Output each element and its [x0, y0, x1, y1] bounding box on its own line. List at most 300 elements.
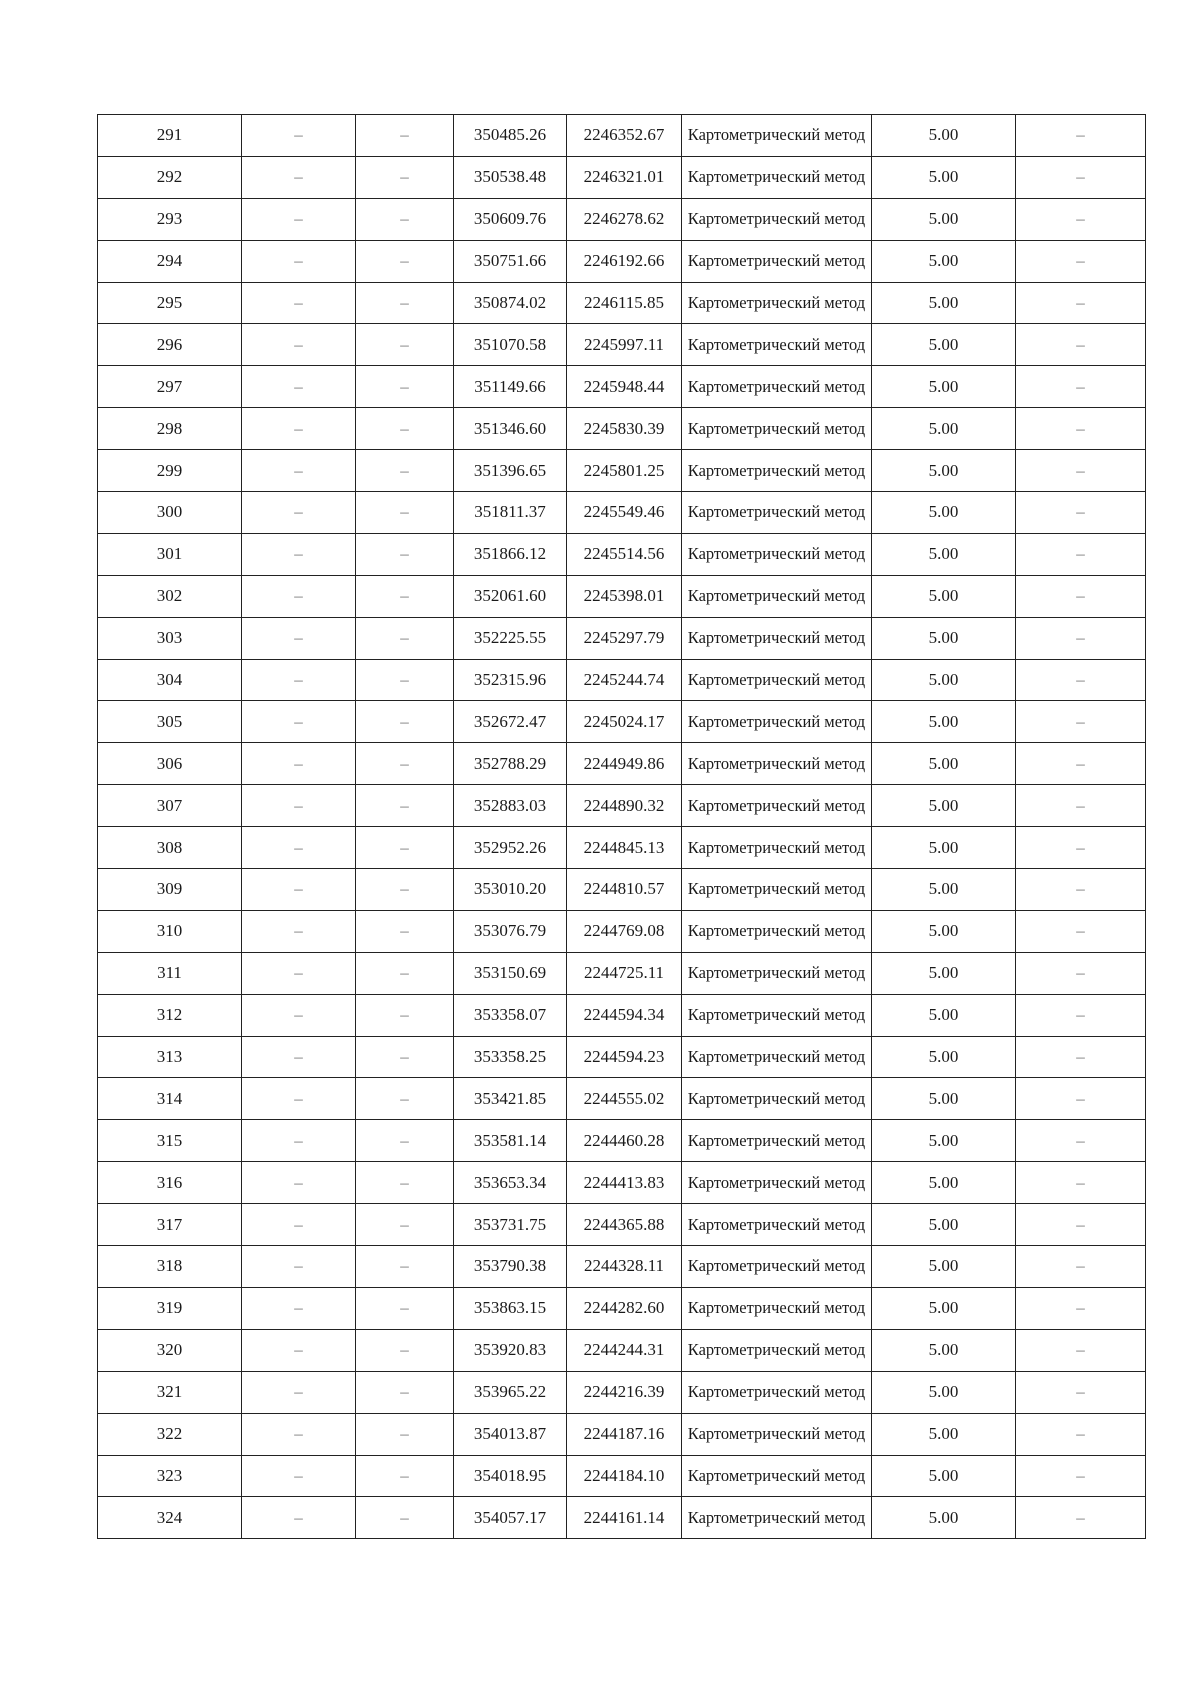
- empty-value-cell: –: [1016, 575, 1146, 617]
- accuracy-cell: 5.00: [872, 366, 1016, 408]
- point-number-cell: 320: [98, 1329, 242, 1371]
- y-coordinate-cell: 2244328.11: [567, 1246, 682, 1288]
- x-coordinate-cell: 352672.47: [454, 701, 567, 743]
- table-row: [98, 450, 1146, 492]
- y-coordinate-cell: 2245398.01: [567, 575, 682, 617]
- method-cell: Картометрический метод: [682, 366, 872, 408]
- x-coordinate-cell: 353731.75: [454, 1204, 567, 1246]
- table-row: [98, 1497, 1146, 1539]
- table-row: [98, 115, 1146, 157]
- empty-value-cell: –: [1016, 492, 1146, 534]
- method-cell: Картометрический метод: [682, 1287, 872, 1329]
- table-row: [98, 827, 1146, 869]
- empty-value-cell: –: [242, 324, 356, 366]
- empty-value-cell: –: [242, 1329, 356, 1371]
- x-coordinate-cell: 353920.83: [454, 1329, 567, 1371]
- method-cell: Картометрический метод: [682, 1204, 872, 1246]
- empty-value-cell: –: [1016, 827, 1146, 869]
- y-coordinate-cell: 2244413.83: [567, 1162, 682, 1204]
- point-number-cell: 295: [98, 282, 242, 324]
- y-coordinate-cell: 2245997.11: [567, 324, 682, 366]
- accuracy-cell: 5.00: [872, 198, 1016, 240]
- empty-value-cell: –: [356, 701, 454, 743]
- y-coordinate-cell: 2245801.25: [567, 450, 682, 492]
- method-cell: Картометрический метод: [682, 1497, 872, 1539]
- empty-value-cell: –: [242, 1371, 356, 1413]
- table-row: [98, 240, 1146, 282]
- empty-value-cell: –: [1016, 198, 1146, 240]
- accuracy-cell: 5.00: [872, 1287, 1016, 1329]
- empty-value-cell: –: [1016, 1162, 1146, 1204]
- empty-value-cell: –: [356, 115, 454, 157]
- accuracy-cell: 5.00: [872, 408, 1016, 450]
- accuracy-cell: 5.00: [872, 743, 1016, 785]
- y-coordinate-cell: 2244365.88: [567, 1204, 682, 1246]
- table-row: [98, 1162, 1146, 1204]
- accuracy-cell: 5.00: [872, 1120, 1016, 1162]
- empty-value-cell: –: [242, 869, 356, 911]
- table-row: [98, 1413, 1146, 1455]
- empty-value-cell: –: [356, 617, 454, 659]
- empty-value-cell: –: [356, 869, 454, 911]
- point-number-cell: 294: [98, 240, 242, 282]
- table-row: [98, 1120, 1146, 1162]
- empty-value-cell: –: [242, 1497, 356, 1539]
- y-coordinate-cell: 2244769.08: [567, 910, 682, 952]
- empty-value-cell: –: [356, 827, 454, 869]
- empty-value-cell: –: [242, 1455, 356, 1497]
- x-coordinate-cell: 350609.76: [454, 198, 567, 240]
- method-cell: Картометрический метод: [682, 240, 872, 282]
- table-row: [98, 1329, 1146, 1371]
- point-number-cell: 318: [98, 1246, 242, 1288]
- empty-value-cell: –: [242, 1078, 356, 1120]
- empty-value-cell: –: [1016, 1078, 1146, 1120]
- method-cell: Картометрический метод: [682, 659, 872, 701]
- empty-value-cell: –: [242, 1413, 356, 1455]
- y-coordinate-cell: 2244949.86: [567, 743, 682, 785]
- point-number-cell: 292: [98, 156, 242, 198]
- point-number-cell: 317: [98, 1204, 242, 1246]
- empty-value-cell: –: [356, 785, 454, 827]
- accuracy-cell: 5.00: [872, 701, 1016, 743]
- empty-value-cell: –: [242, 1246, 356, 1288]
- empty-value-cell: –: [1016, 659, 1146, 701]
- point-number-cell: 324: [98, 1497, 242, 1539]
- method-cell: Картометрический метод: [682, 1162, 872, 1204]
- accuracy-cell: 5.00: [872, 1246, 1016, 1288]
- empty-value-cell: –: [356, 408, 454, 450]
- point-number-cell: 297: [98, 366, 242, 408]
- empty-value-cell: –: [1016, 1455, 1146, 1497]
- method-cell: Картометрический метод: [682, 198, 872, 240]
- method-cell: Картометрический метод: [682, 492, 872, 534]
- empty-value-cell: –: [356, 1329, 454, 1371]
- empty-value-cell: –: [1016, 115, 1146, 157]
- point-number-cell: 291: [98, 115, 242, 157]
- empty-value-cell: –: [242, 492, 356, 534]
- accuracy-cell: 5.00: [872, 450, 1016, 492]
- x-coordinate-cell: 353010.20: [454, 869, 567, 911]
- method-cell: Картометрический метод: [682, 156, 872, 198]
- x-coordinate-cell: 350874.02: [454, 282, 567, 324]
- x-coordinate-cell: 351396.65: [454, 450, 567, 492]
- point-number-cell: 313: [98, 1036, 242, 1078]
- point-number-cell: 307: [98, 785, 242, 827]
- y-coordinate-cell: 2244184.10: [567, 1455, 682, 1497]
- empty-value-cell: –: [242, 1036, 356, 1078]
- method-cell: Картометрический метод: [682, 282, 872, 324]
- x-coordinate-cell: 353965.22: [454, 1371, 567, 1413]
- accuracy-cell: 5.00: [872, 1162, 1016, 1204]
- x-coordinate-cell: 352225.55: [454, 617, 567, 659]
- method-cell: Картометрический метод: [682, 408, 872, 450]
- empty-value-cell: –: [242, 1287, 356, 1329]
- empty-value-cell: –: [242, 1204, 356, 1246]
- point-number-cell: 304: [98, 659, 242, 701]
- table-row: [98, 156, 1146, 198]
- empty-value-cell: –: [356, 910, 454, 952]
- empty-value-cell: –: [1016, 282, 1146, 324]
- empty-value-cell: –: [242, 450, 356, 492]
- empty-value-cell: –: [242, 240, 356, 282]
- empty-value-cell: –: [356, 1413, 454, 1455]
- empty-value-cell: –: [242, 366, 356, 408]
- table-row: [98, 1036, 1146, 1078]
- empty-value-cell: –: [242, 408, 356, 450]
- x-coordinate-cell: 351811.37: [454, 492, 567, 534]
- empty-value-cell: –: [356, 575, 454, 617]
- empty-value-cell: –: [356, 1246, 454, 1288]
- x-coordinate-cell: 353150.69: [454, 952, 567, 994]
- point-number-cell: 319: [98, 1287, 242, 1329]
- table-row: [98, 533, 1146, 575]
- empty-value-cell: –: [242, 701, 356, 743]
- accuracy-cell: 5.00: [872, 575, 1016, 617]
- point-number-cell: 311: [98, 952, 242, 994]
- empty-value-cell: –: [1016, 408, 1146, 450]
- point-number-cell: 303: [98, 617, 242, 659]
- y-coordinate-cell: 2245514.56: [567, 533, 682, 575]
- empty-value-cell: –: [356, 533, 454, 575]
- empty-value-cell: –: [242, 743, 356, 785]
- point-number-cell: 316: [98, 1162, 242, 1204]
- accuracy-cell: 5.00: [872, 1329, 1016, 1371]
- x-coordinate-cell: 353581.14: [454, 1120, 567, 1162]
- accuracy-cell: 5.00: [872, 115, 1016, 157]
- point-number-cell: 321: [98, 1371, 242, 1413]
- table-row: [98, 1204, 1146, 1246]
- point-number-cell: 309: [98, 869, 242, 911]
- table-row: [98, 910, 1146, 952]
- method-cell: Картометрический метод: [682, 701, 872, 743]
- table-row: [98, 1287, 1146, 1329]
- method-cell: Картометрический метод: [682, 1036, 872, 1078]
- point-number-cell: 298: [98, 408, 242, 450]
- empty-value-cell: –: [1016, 617, 1146, 659]
- table-row: [98, 617, 1146, 659]
- empty-value-cell: –: [1016, 1413, 1146, 1455]
- empty-value-cell: –: [242, 1120, 356, 1162]
- accuracy-cell: 5.00: [872, 492, 1016, 534]
- empty-value-cell: –: [1016, 1329, 1146, 1371]
- table-row: [98, 198, 1146, 240]
- empty-value-cell: –: [356, 1162, 454, 1204]
- accuracy-cell: 5.00: [872, 785, 1016, 827]
- table-row: [98, 952, 1146, 994]
- y-coordinate-cell: 2246321.01: [567, 156, 682, 198]
- x-coordinate-cell: 352952.26: [454, 827, 567, 869]
- x-coordinate-cell: 350485.26: [454, 115, 567, 157]
- method-cell: Картометрический метод: [682, 869, 872, 911]
- y-coordinate-cell: 2244594.23: [567, 1036, 682, 1078]
- y-coordinate-cell: 2246115.85: [567, 282, 682, 324]
- table-row: [98, 324, 1146, 366]
- y-coordinate-cell: 2244187.16: [567, 1413, 682, 1455]
- point-number-cell: 306: [98, 743, 242, 785]
- empty-value-cell: –: [242, 617, 356, 659]
- empty-value-cell: –: [242, 952, 356, 994]
- point-number-cell: 301: [98, 533, 242, 575]
- method-cell: Картометрический метод: [682, 1455, 872, 1497]
- x-coordinate-cell: 350538.48: [454, 156, 567, 198]
- empty-value-cell: –: [242, 198, 356, 240]
- empty-value-cell: –: [1016, 533, 1146, 575]
- point-number-cell: 314: [98, 1078, 242, 1120]
- y-coordinate-cell: 2244845.13: [567, 827, 682, 869]
- table-row: [98, 492, 1146, 534]
- x-coordinate-cell: 351149.66: [454, 366, 567, 408]
- empty-value-cell: –: [1016, 240, 1146, 282]
- empty-value-cell: –: [1016, 1036, 1146, 1078]
- empty-value-cell: –: [1016, 1120, 1146, 1162]
- method-cell: Картометрический метод: [682, 827, 872, 869]
- accuracy-cell: 5.00: [872, 1036, 1016, 1078]
- empty-value-cell: –: [1016, 910, 1146, 952]
- point-number-cell: 322: [98, 1413, 242, 1455]
- accuracy-cell: 5.00: [872, 1497, 1016, 1539]
- x-coordinate-cell: 352061.60: [454, 575, 567, 617]
- method-cell: Картометрический метод: [682, 1371, 872, 1413]
- point-number-cell: 305: [98, 701, 242, 743]
- method-cell: Картометрический метод: [682, 743, 872, 785]
- y-coordinate-cell: 2245024.17: [567, 701, 682, 743]
- accuracy-cell: 5.00: [872, 1204, 1016, 1246]
- y-coordinate-cell: 2246192.66: [567, 240, 682, 282]
- empty-value-cell: –: [242, 910, 356, 952]
- empty-value-cell: –: [1016, 869, 1146, 911]
- y-coordinate-cell: 2244594.34: [567, 994, 682, 1036]
- accuracy-cell: 5.00: [872, 282, 1016, 324]
- empty-value-cell: –: [1016, 743, 1146, 785]
- empty-value-cell: –: [356, 366, 454, 408]
- empty-value-cell: –: [1016, 785, 1146, 827]
- y-coordinate-cell: 2245830.39: [567, 408, 682, 450]
- empty-value-cell: –: [356, 156, 454, 198]
- x-coordinate-cell: 353358.07: [454, 994, 567, 1036]
- empty-value-cell: –: [356, 1204, 454, 1246]
- x-coordinate-cell: 353790.38: [454, 1246, 567, 1288]
- method-cell: Картометрический метод: [682, 1078, 872, 1120]
- x-coordinate-cell: 351070.58: [454, 324, 567, 366]
- method-cell: Картометрический метод: [682, 785, 872, 827]
- method-cell: Картометрический метод: [682, 994, 872, 1036]
- table-row: [98, 1371, 1146, 1413]
- accuracy-cell: 5.00: [872, 952, 1016, 994]
- accuracy-cell: 5.00: [872, 1413, 1016, 1455]
- x-coordinate-cell: 354013.87: [454, 1413, 567, 1455]
- y-coordinate-cell: 2245549.46: [567, 492, 682, 534]
- y-coordinate-cell: 2245948.44: [567, 366, 682, 408]
- accuracy-cell: 5.00: [872, 156, 1016, 198]
- empty-value-cell: –: [356, 1078, 454, 1120]
- x-coordinate-cell: 352883.03: [454, 785, 567, 827]
- x-coordinate-cell: 353653.34: [454, 1162, 567, 1204]
- accuracy-cell: 5.00: [872, 1455, 1016, 1497]
- point-number-cell: 308: [98, 827, 242, 869]
- x-coordinate-cell: 352315.96: [454, 659, 567, 701]
- x-coordinate-cell: 354057.17: [454, 1497, 567, 1539]
- method-cell: Картометрический метод: [682, 952, 872, 994]
- y-coordinate-cell: 2244244.31: [567, 1329, 682, 1371]
- empty-value-cell: –: [1016, 701, 1146, 743]
- point-number-cell: 302: [98, 575, 242, 617]
- x-coordinate-cell: 351346.60: [454, 408, 567, 450]
- empty-value-cell: –: [356, 1287, 454, 1329]
- accuracy-cell: 5.00: [872, 324, 1016, 366]
- method-cell: Картометрический метод: [682, 575, 872, 617]
- empty-value-cell: –: [1016, 324, 1146, 366]
- y-coordinate-cell: 2245244.74: [567, 659, 682, 701]
- empty-value-cell: –: [356, 492, 454, 534]
- table-row: [98, 366, 1146, 408]
- method-cell: Картометрический метод: [682, 1413, 872, 1455]
- table-row: [98, 575, 1146, 617]
- empty-value-cell: –: [242, 575, 356, 617]
- table-row: [98, 1078, 1146, 1120]
- coordinates-table-body: [98, 115, 1146, 1539]
- empty-value-cell: –: [242, 282, 356, 324]
- empty-value-cell: –: [356, 1036, 454, 1078]
- x-coordinate-cell: 351866.12: [454, 533, 567, 575]
- empty-value-cell: –: [1016, 156, 1146, 198]
- empty-value-cell: –: [356, 743, 454, 785]
- point-number-cell: 293: [98, 198, 242, 240]
- point-number-cell: 299: [98, 450, 242, 492]
- y-coordinate-cell: 2244725.11: [567, 952, 682, 994]
- table-row: [98, 743, 1146, 785]
- empty-value-cell: –: [1016, 994, 1146, 1036]
- x-coordinate-cell: 353076.79: [454, 910, 567, 952]
- empty-value-cell: –: [1016, 1371, 1146, 1413]
- empty-value-cell: –: [356, 1497, 454, 1539]
- accuracy-cell: 5.00: [872, 659, 1016, 701]
- point-number-cell: 296: [98, 324, 242, 366]
- table-row: [98, 1455, 1146, 1497]
- empty-value-cell: –: [242, 785, 356, 827]
- method-cell: Картометрический метод: [682, 1120, 872, 1162]
- empty-value-cell: –: [1016, 366, 1146, 408]
- empty-value-cell: –: [356, 952, 454, 994]
- empty-value-cell: –: [356, 198, 454, 240]
- empty-value-cell: –: [356, 994, 454, 1036]
- empty-value-cell: –: [1016, 1246, 1146, 1288]
- point-number-cell: 310: [98, 910, 242, 952]
- method-cell: Картометрический метод: [682, 1329, 872, 1371]
- accuracy-cell: 5.00: [872, 994, 1016, 1036]
- empty-value-cell: –: [356, 450, 454, 492]
- y-coordinate-cell: 2244890.32: [567, 785, 682, 827]
- y-coordinate-cell: 2244555.02: [567, 1078, 682, 1120]
- accuracy-cell: 5.00: [872, 910, 1016, 952]
- empty-value-cell: –: [242, 994, 356, 1036]
- y-coordinate-cell: 2244460.28: [567, 1120, 682, 1162]
- method-cell: Картометрический метод: [682, 115, 872, 157]
- empty-value-cell: –: [1016, 1287, 1146, 1329]
- y-coordinate-cell: 2246352.67: [567, 115, 682, 157]
- point-number-cell: 323: [98, 1455, 242, 1497]
- empty-value-cell: –: [242, 533, 356, 575]
- accuracy-cell: 5.00: [872, 827, 1016, 869]
- y-coordinate-cell: 2245297.79: [567, 617, 682, 659]
- point-number-cell: 312: [98, 994, 242, 1036]
- method-cell: Картометрический метод: [682, 324, 872, 366]
- method-cell: Картометрический метод: [682, 1246, 872, 1288]
- empty-value-cell: –: [242, 659, 356, 701]
- accuracy-cell: 5.00: [872, 617, 1016, 659]
- empty-value-cell: –: [356, 1371, 454, 1413]
- empty-value-cell: –: [242, 115, 356, 157]
- coordinates-table: [97, 114, 1146, 1539]
- x-coordinate-cell: 353863.15: [454, 1287, 567, 1329]
- accuracy-cell: 5.00: [872, 240, 1016, 282]
- empty-value-cell: –: [356, 659, 454, 701]
- y-coordinate-cell: 2244282.60: [567, 1287, 682, 1329]
- empty-value-cell: –: [356, 324, 454, 366]
- table-row: [98, 408, 1146, 450]
- x-coordinate-cell: 353421.85: [454, 1078, 567, 1120]
- empty-value-cell: –: [356, 240, 454, 282]
- x-coordinate-cell: 354018.95: [454, 1455, 567, 1497]
- x-coordinate-cell: 353358.25: [454, 1036, 567, 1078]
- y-coordinate-cell: 2244810.57: [567, 869, 682, 911]
- table-row: [98, 869, 1146, 911]
- empty-value-cell: –: [356, 282, 454, 324]
- method-cell: Картометрический метод: [682, 910, 872, 952]
- table-row: [98, 785, 1146, 827]
- x-coordinate-cell: 350751.66: [454, 240, 567, 282]
- accuracy-cell: 5.00: [872, 1371, 1016, 1413]
- method-cell: Картометрический метод: [682, 533, 872, 575]
- empty-value-cell: –: [356, 1455, 454, 1497]
- y-coordinate-cell: 2244161.14: [567, 1497, 682, 1539]
- empty-value-cell: –: [1016, 450, 1146, 492]
- table-row: [98, 282, 1146, 324]
- empty-value-cell: –: [242, 156, 356, 198]
- y-coordinate-cell: 2244216.39: [567, 1371, 682, 1413]
- empty-value-cell: –: [1016, 1497, 1146, 1539]
- point-number-cell: 315: [98, 1120, 242, 1162]
- y-coordinate-cell: 2246278.62: [567, 198, 682, 240]
- accuracy-cell: 5.00: [872, 1078, 1016, 1120]
- method-cell: Картометрический метод: [682, 450, 872, 492]
- empty-value-cell: –: [1016, 1204, 1146, 1246]
- table-row: [98, 1246, 1146, 1288]
- empty-value-cell: –: [356, 1120, 454, 1162]
- empty-value-cell: –: [242, 827, 356, 869]
- method-cell: Картометрический метод: [682, 617, 872, 659]
- accuracy-cell: 5.00: [872, 869, 1016, 911]
